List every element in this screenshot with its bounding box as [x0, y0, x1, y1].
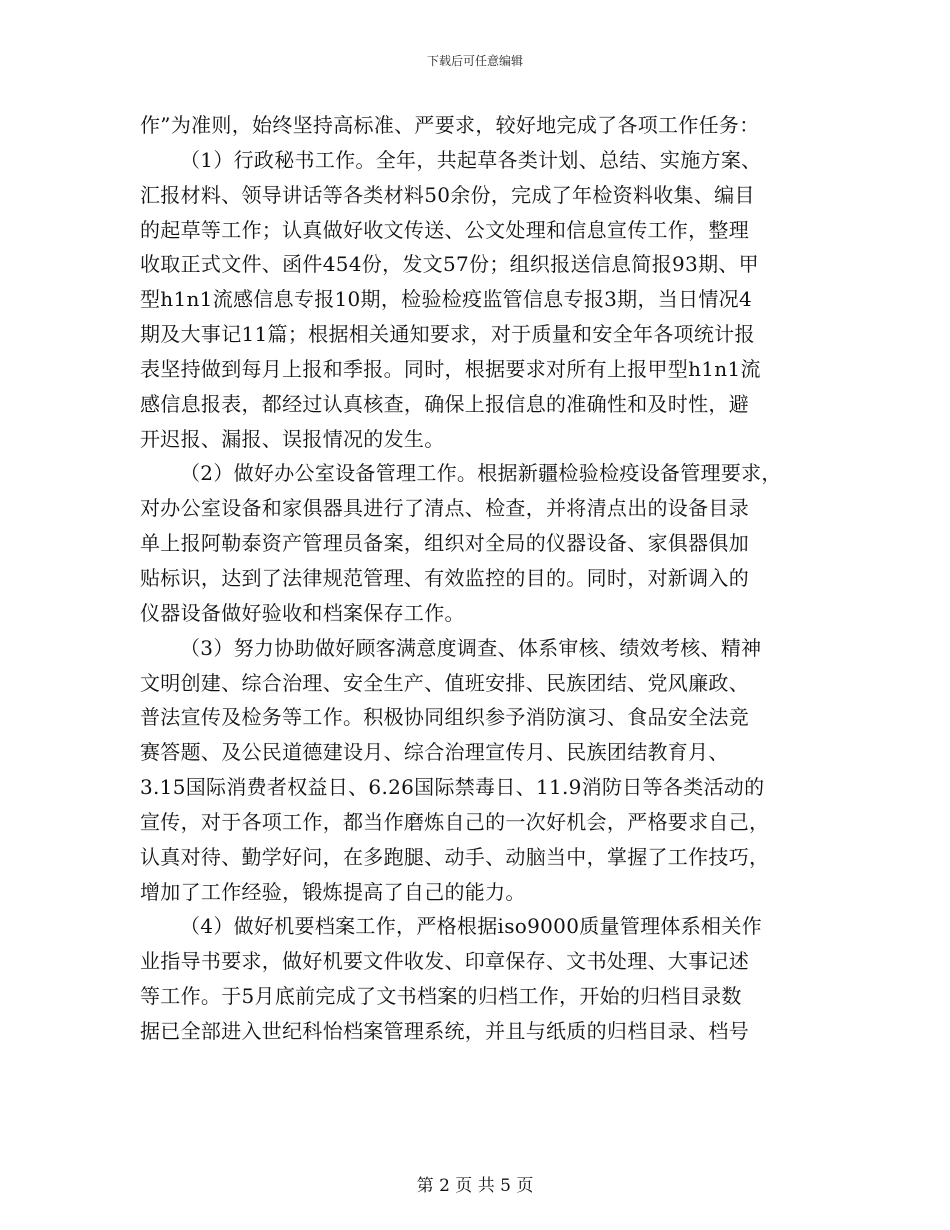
paragraph-first-line: （4）做好机要档案工作，严格根据iso9000质量管理体系相关作 — [180, 914, 762, 939]
paragraph-line: 仪器设备做好验收和档案保存工作。 — [140, 600, 465, 625]
paragraph-line: 开迟报、漏报、误报情况的发生。 — [140, 426, 445, 451]
page-number-footer: 第 2 页 共 5 页 — [416, 1176, 534, 1196]
paragraph-line: 期及大事记11篇；根据相关通知要求，对于质量和安全年各项统计报 — [140, 322, 755, 347]
paragraph-line: 对办公室设备和家俱器具进行了清点、检查，并将清点出的设备目录 — [140, 496, 749, 521]
paragraph-line: 汇报材料、领导讲话等各类材料50余份，完成了年检资料收集、编目 — [140, 182, 755, 207]
paragraph-line: 贴标识，达到了法律规范管理、有效监控的目的。同时，对新调入的 — [140, 565, 749, 590]
paragraph-line: 感信息报表，都经过认真核查，确保上报信息的准确性和及时性，避 — [140, 391, 749, 416]
document-body — [140, 108, 820, 1049]
paragraph-first-line: （3）努力协助做好顾客满意度调查、体系审核、绩效考核、精神 — [180, 635, 762, 660]
paragraph-first-line: （1）行政秘书工作。全年，共起草各类计划、总结、实施方案、 — [180, 147, 762, 172]
paragraph-line: 的起草等工作；认真做好收文传送、公文处理和信息宣传工作，整理 — [140, 217, 749, 242]
paragraph-line: 普法宣传及检务等工作。积极协同组织参予消防演习、食品安全法竞 — [140, 705, 749, 730]
paragraph-line: 业指导书要求，做好机要文件收发、印章保存、文书处理、大事记述 — [140, 949, 749, 974]
paragraph-line: 文明创建、综合治理、安全生产、值班安排、民族团结、党风廉政、 — [140, 670, 749, 695]
paragraph-line: 宣传，对于各项工作，都当作磨炼自己的一次好机会，严格要求自己， — [140, 809, 770, 834]
paragraph-line: 据已全部进入世纪科怡档案管理系统，并且与纸质的归档目录、档号 — [140, 1018, 749, 1043]
paragraph-line: 收取正式文件、函件454份，发文57份；组织报送信息简报93期、甲 — [140, 252, 759, 277]
page-header-note: 下载后可任意编辑 — [426, 54, 523, 68]
paragraph-line: 单上报阿勒泰资产管理员备案，组织对全局的仪器设备、家俱器俱加 — [140, 531, 749, 556]
paragraph-line: 等工作。于5月底前完成了文书档案的归档工作，开始的归档目录数 — [140, 984, 742, 1009]
paragraph-line: 赛答题、及公民道德建设月、综合治理宣传月、民族团结教育月、 — [140, 740, 729, 765]
paragraph-line: 认真对待、勤学好问，在多跑腿、动手、动脑当中，掌握了工作技巧， — [140, 844, 770, 869]
paragraph-line: 型h1n1流感信息专报10期，检验检疫监管信息专报3期，当日情况4 — [140, 287, 753, 312]
paragraph-first-line: （2）做好办公室设备管理工作。根据新疆检验检疫设备管理要求， — [180, 461, 782, 486]
paragraph-line: 作”为准则，始终坚持高标准、严要求，较好地完成了各项工作任务： — [140, 113, 760, 137]
paragraph-line: 表坚持做到每月上报和季报。同时，根据要求对所有上报甲型h1n1流 — [140, 356, 761, 381]
paragraph-line: 增加了工作经验，锻炼提高了自己的能力。 — [140, 879, 526, 904]
paragraph-line: 3.15国际消费者权益日、6.26国际禁毒日、11.9消防日等各类活动的 — [140, 775, 765, 800]
